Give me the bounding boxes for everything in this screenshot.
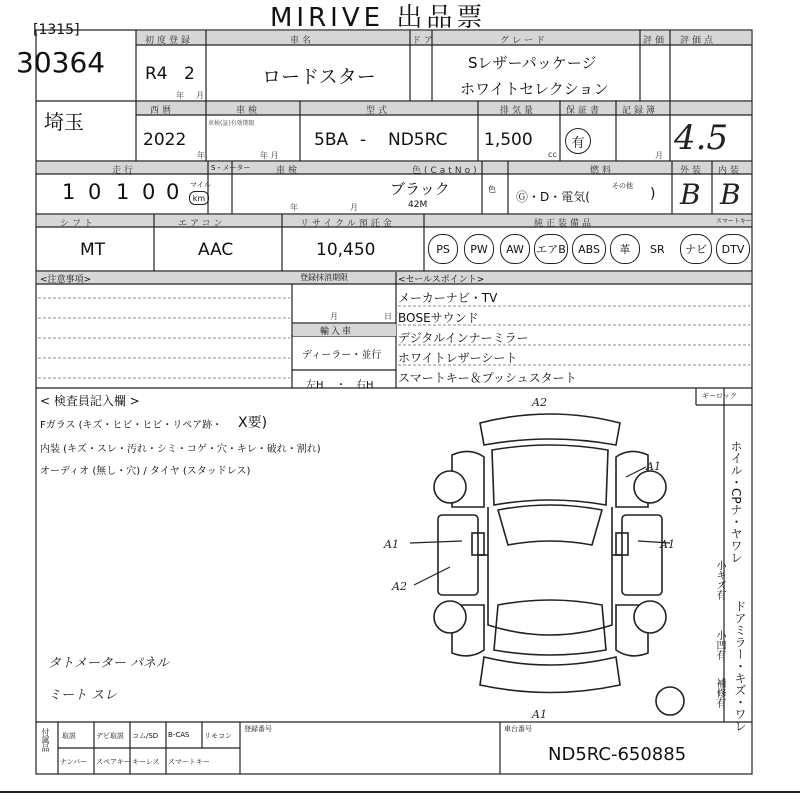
evaluation-label: 評価点 — [680, 36, 717, 46]
dealer: ディーラー・並行 — [302, 350, 382, 361]
option-dtv: DTV — [716, 234, 750, 264]
manual-sub: 月 — [655, 151, 663, 160]
sales-point-4: ホワイトレザーシート — [398, 351, 518, 365]
steer-right: 右H — [356, 380, 374, 391]
evaluation-score: 4.5 — [674, 118, 729, 158]
side-note-2: 小キズ有 — [714, 560, 725, 600]
reg-month: 2 — [184, 64, 195, 84]
sales-label: <セールスポイント> — [398, 275, 485, 285]
accessory-number: ナンバー — [60, 758, 88, 766]
accessory-navi-manual: デビ取説 — [96, 732, 124, 740]
color-code-label: 色(CatNo) — [412, 166, 480, 176]
fuel-options: Ⓖ・D・電気( — [516, 190, 590, 204]
exterior-grade: B — [680, 178, 701, 211]
model-code: ND5RC — [388, 130, 448, 150]
accessory-smartkey: スマートキー — [168, 758, 210, 766]
accessory-side-label: 付属品 — [41, 728, 50, 752]
notes-month: 月 — [330, 312, 338, 321]
meter-label: S・メーター — [211, 164, 251, 172]
option-navi: ナビ — [680, 234, 712, 264]
accessory-spare-key: スペアキー — [96, 758, 131, 766]
inspector-label: < 検査員記入欄 > — [40, 394, 140, 408]
recycle-label: リサイクル預託金 — [300, 219, 395, 229]
reg-number-label: 登録番号 — [244, 725, 272, 733]
year-label: 西暦 — [150, 106, 175, 116]
cc-unit: cc — [548, 150, 557, 159]
side-note-5: 補修有 — [714, 678, 725, 708]
shift-label: シフト — [60, 219, 97, 229]
inspector-line3: オーディオ (無し・穴) / タイヤ (スタッドレス) — [40, 466, 251, 477]
mileage-digit-5: 0 — [166, 180, 180, 204]
chassis-number: ND5RC-650885 — [548, 744, 687, 765]
damage-mark-left: A1 — [384, 538, 399, 551]
model-dash: - — [360, 130, 367, 150]
damage-mark-left-rear: A2 — [392, 580, 407, 593]
displacement: 1,500 — [484, 130, 533, 150]
month-unit: 月 — [196, 91, 204, 100]
option-aw: AW — [500, 234, 530, 264]
grade-label: グレード — [500, 36, 549, 46]
side-note-1: ホイル・CPナ・ヤワレ — [729, 440, 743, 564]
body-color-label: 車検 — [276, 166, 301, 176]
hand-note-2: ミート スレ — [48, 688, 118, 703]
unit-mile: マイル — [190, 181, 211, 189]
warranty-label: 保証書 — [566, 106, 603, 116]
interior-label: 内装 — [718, 166, 743, 176]
car-damage-diagram — [380, 395, 700, 720]
lot-number: 30364 — [16, 46, 106, 79]
damage-mark-rear: A1 — [532, 708, 547, 721]
option-leather: 革 — [610, 234, 640, 264]
mileage-digit-1: 1 — [62, 180, 76, 204]
unit-km: km — [189, 191, 209, 205]
option-sunroof: SR — [650, 243, 665, 256]
color-year-cell: 年 — [290, 203, 298, 212]
shift: MT — [80, 240, 106, 260]
score-label: 評価 — [643, 36, 668, 46]
year-suffix: 年 — [197, 151, 205, 160]
color-marker: 色 — [488, 185, 496, 194]
recycle-fee: 10,450 — [316, 240, 376, 260]
sales-point-3: デジタルインナーミラー — [398, 331, 529, 345]
steer-dot: ・ — [336, 380, 346, 391]
form-title: MIRIVE 出品票 — [270, 3, 487, 33]
sales-point-1: メーカーナビ・TV — [398, 291, 498, 305]
inspection-label: 車検 — [236, 106, 261, 116]
model-prefix: 5BA — [314, 130, 349, 150]
inspector-line2: 内装 (キズ・スレ・汚れ・シミ・コゲ・穴・キレ・破れ・割れ) — [40, 444, 321, 455]
reg-era: R4 — [145, 64, 168, 84]
displacement-label: 排気量 — [500, 106, 537, 116]
side-note-4: 小凹有 — [714, 630, 725, 660]
model-label: 型式 — [366, 106, 391, 116]
option-pw: PW — [464, 234, 494, 264]
mileage-label: 走行 — [112, 166, 137, 176]
grade-line1: Sレザーパッケージ — [468, 54, 597, 72]
inspector-line1: Fガラス (キズ・ヒビ・ヒビ・リペア跡・ — [40, 420, 223, 431]
steer-left: 左H — [306, 380, 324, 391]
interior-grade: B — [720, 178, 741, 211]
mileage-digit-4: 0 — [142, 180, 156, 204]
lock-label: ギーロック — [702, 392, 737, 400]
accessory-bcas: B-CAS — [168, 731, 190, 739]
car-name: ロードスター — [262, 66, 376, 88]
reg-month-label: 登録抹消期限 — [300, 273, 348, 282]
grade-line2: ホワイトセレクション — [460, 80, 609, 98]
fuel-other: その他 — [612, 182, 633, 190]
door-label: ドア — [412, 36, 436, 46]
mileage-digit-3: 1 — [116, 180, 130, 204]
import-label: 輸入車 — [320, 327, 354, 337]
side-note-3: ドアミラー・キズ・ワレ — [733, 600, 747, 732]
inspection-note: 車検(証)有効期限 — [208, 120, 255, 127]
notes-day: 日 — [384, 312, 392, 321]
damage-mark-right-front: A1 — [646, 460, 661, 473]
options-label: 純正装備品 — [534, 219, 595, 229]
accessory-manual: 取説 — [62, 732, 76, 740]
name-label: 車名 — [290, 36, 315, 46]
model-year: 2022 — [143, 130, 187, 150]
accessory-sd: コム/SD — [132, 732, 159, 740]
color-month-cell: 月 — [350, 203, 358, 212]
damage-mark-right: A1 — [660, 538, 675, 551]
year-unit: 年 — [176, 91, 184, 100]
option-abs: ABS — [572, 234, 606, 264]
option-ps: PS — [428, 234, 458, 264]
accessory-remote: リモコン — [204, 732, 232, 740]
inspection-sub: 年 月 — [260, 151, 279, 160]
lot-bracket: [1315] — [33, 22, 80, 38]
sales-point-2: BOSEサウンド — [398, 311, 479, 325]
ac-label: エアコン — [178, 219, 226, 229]
fuel-close: ) — [650, 186, 656, 202]
color-code: 42M — [408, 200, 428, 210]
inspector-line1-mark: X要) — [238, 415, 268, 431]
damage-mark-front: A2 — [532, 396, 547, 409]
chassis-label: 車台番号 — [504, 725, 532, 733]
region: 埼玉 — [44, 110, 84, 134]
mileage-digit-2: 0 — [88, 180, 102, 204]
accessory-keyless: キーレス — [132, 758, 160, 766]
sales-point-5: スマートキー＆プッシュスタート — [398, 371, 577, 385]
hand-note-1: タトメーター パネル — [48, 656, 170, 671]
color: ブラック — [390, 180, 450, 198]
manual-label: 記録簿 — [622, 106, 659, 116]
ac: AAC — [198, 240, 234, 260]
warranty-circle: 有 — [565, 128, 591, 154]
exterior-label: 外装 — [680, 166, 705, 176]
caution-label: <注意事項> — [40, 275, 92, 285]
option-airbag: エアB — [534, 234, 568, 264]
reg-label: 初度登録 — [145, 36, 194, 46]
fuel-label: 燃料 — [590, 166, 615, 176]
keyless-label: スマートキー — [716, 218, 752, 225]
